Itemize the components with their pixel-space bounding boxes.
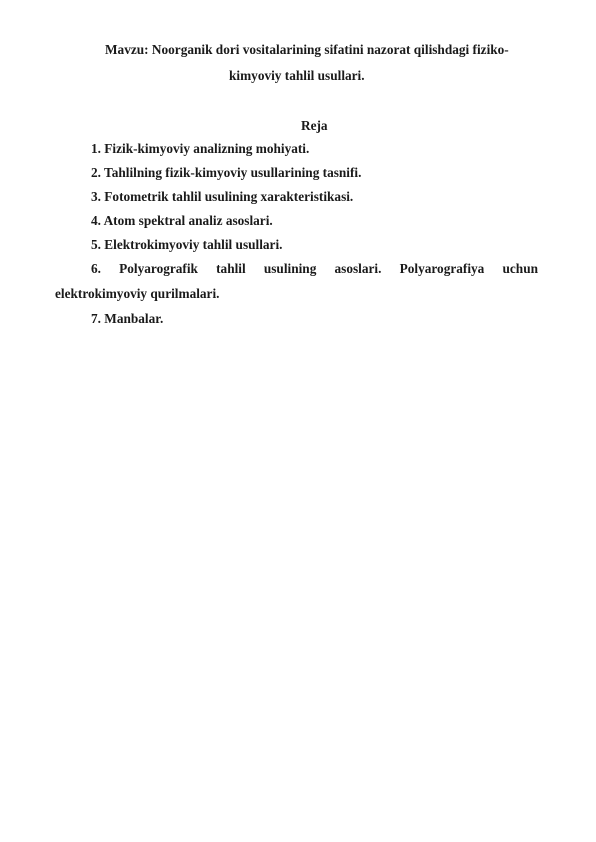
plan-item-6-word: 6. — [91, 261, 101, 276]
document-title-line-1: Mavzu: Noorganik dori vositalarining sifatini nazorat qilishdagi fiziko- — [105, 42, 509, 57]
plan-item-1: 1. Fizik-kimyoviy analizning mohiyati. — [91, 141, 310, 156]
plan-heading: Reja — [301, 118, 328, 133]
plan-item-6-word: Polyarografiya — [399, 261, 485, 276]
plan-item-5: 5. Elektrokimyoviy tahlil usullari. — [91, 237, 283, 252]
plan-item-7: 7. Manbalar. — [91, 311, 164, 326]
plan-item-2: 2. Tahlilning fizik-kimyoviy usullarining tasnifi. — [91, 165, 362, 180]
plan-item-6-word: Polyarografik — [119, 261, 198, 276]
document-title-line-2: kimyoviy tahlil usullari. — [229, 68, 365, 83]
plan-item-6-line-2: elektrokimyoviy qurilmalari. — [55, 286, 220, 301]
plan-item-6-word: uchun — [502, 261, 538, 276]
plan-item-6-word: usulining — [263, 261, 317, 276]
plan-item-3: 3. Fotometrik tahlil usulining xarakteristikasi. — [91, 189, 354, 204]
plan-item-6-word: asoslari. — [334, 261, 382, 276]
plan-item-4: 4. Atom spektral analiz asoslari. — [91, 213, 273, 228]
plan-item-6-word: tahlil — [216, 261, 246, 276]
plan-item-6-line-1 — [91, 261, 538, 277]
